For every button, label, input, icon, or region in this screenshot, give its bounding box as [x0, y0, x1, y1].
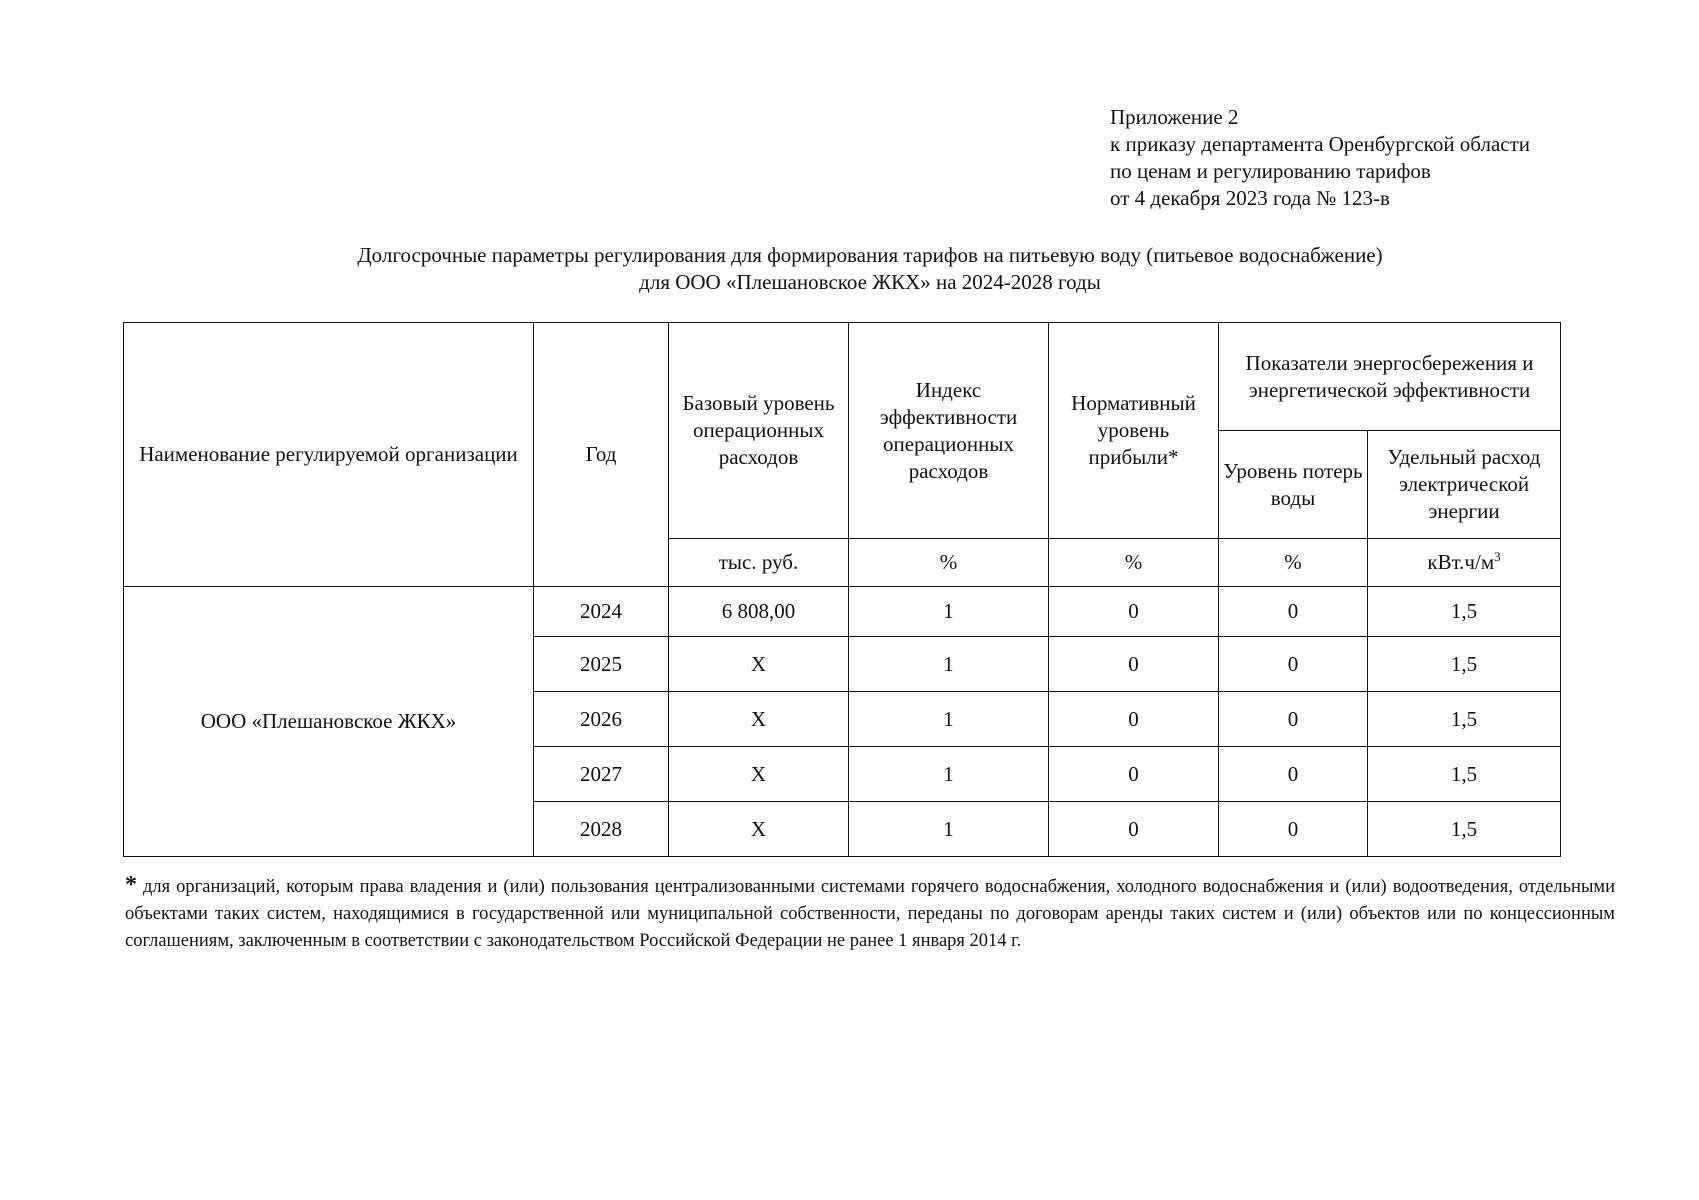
header-org: Наименование регулируемой организации	[124, 323, 534, 587]
appendix-block	[1110, 104, 1530, 212]
header-energy-group: Показатели энергосбережения и энергетической эффективности	[1219, 323, 1561, 431]
cell-year: 2026	[534, 692, 669, 747]
unit-electricity-base: кВт.ч/м	[1427, 550, 1495, 574]
cell-electricity: 1,5	[1368, 637, 1561, 692]
cell-electricity: 1,5	[1368, 747, 1561, 802]
header-efficiency-index: Индекс эффективности операционных расходов	[849, 323, 1049, 539]
cell-water-loss: 0	[1219, 692, 1368, 747]
cell-year: 2027	[534, 747, 669, 802]
cell-base-opex: Х	[669, 637, 849, 692]
unit-efficiency-index: %	[849, 539, 1049, 587]
cell-water-loss: 0	[1219, 587, 1368, 637]
cell-norm-profit: 0	[1049, 802, 1219, 857]
organization-name: ООО «Плешановское ЖКХ»	[124, 587, 534, 857]
title-line: Долгосрочные параметры регулирования для формирования тарифов на питьевую воду (питьевое водоснабжение)	[357, 243, 1383, 267]
cell-base-opex: Х	[669, 747, 849, 802]
header-year: Год	[534, 323, 669, 587]
cell-water-loss: 0	[1219, 802, 1368, 857]
cell-year: 2024	[534, 587, 669, 637]
cell-norm-profit: 0	[1049, 747, 1219, 802]
cell-efficiency-index: 1	[849, 802, 1049, 857]
unit-water-loss: %	[1219, 539, 1368, 587]
unit-base-opex: тыс. руб.	[669, 539, 849, 587]
cell-electricity: 1,5	[1368, 802, 1561, 857]
cell-norm-profit: 0	[1049, 637, 1219, 692]
header-electricity: Удельный расход электрической энергии	[1368, 431, 1561, 539]
cell-efficiency-index: 1	[849, 747, 1049, 802]
footnote-text: для организаций, которым права владения и (или) пользования централизованными системами горячего водоснабжения, холодного водоснабжения и (или) водоотведения, отдельными объектами таких систем, находящимися в государственной или муниципальной собственности, переданы по договорам аренды таких систем и (или) объектов или по концессионным соглашениям, заключенным в соответствии с законодательством Российской Федерации не ранее 1 января 2014 г.	[125, 877, 1615, 951]
cell-base-opex: Х	[669, 802, 849, 857]
cell-year: 2028	[534, 802, 669, 857]
cell-electricity: 1,5	[1368, 692, 1561, 747]
cell-year: 2025	[534, 637, 669, 692]
cell-electricity: 1,5	[1368, 587, 1561, 637]
title-line: для ООО «Плешановское ЖКХ» на 2024-2028 годы	[639, 270, 1101, 294]
cell-norm-profit: 0	[1049, 587, 1219, 637]
cell-water-loss: 0	[1219, 747, 1368, 802]
cell-base-opex: Х	[669, 692, 849, 747]
appendix-line: Приложение 2	[1110, 105, 1239, 129]
appendix-line: к приказу департамента Оренбургской области	[1110, 132, 1530, 156]
cell-base-opex: 6 808,00	[669, 587, 849, 637]
unit-norm-profit: %	[1049, 539, 1219, 587]
header-norm-profit: Нормативный уровень прибыли*	[1049, 323, 1219, 539]
document-title	[120, 242, 1620, 296]
footnote	[125, 872, 1615, 955]
cell-efficiency-index: 1	[849, 587, 1049, 637]
table-row	[124, 587, 1561, 637]
cell-efficiency-index: 1	[849, 692, 1049, 747]
parameters-table	[123, 322, 1561, 857]
cell-water-loss: 0	[1219, 637, 1368, 692]
appendix-line: от 4 декабря 2023 года № 123-в	[1110, 186, 1390, 210]
header-row	[124, 323, 1561, 431]
unit-electricity-sup: 3	[1494, 549, 1501, 564]
cell-norm-profit: 0	[1049, 692, 1219, 747]
footnote-marker: *	[125, 872, 137, 898]
header-base-opex: Базовый уровень операционных расходов	[669, 323, 849, 539]
header-water-loss: Уровень потерь воды	[1219, 431, 1368, 539]
cell-efficiency-index: 1	[849, 637, 1049, 692]
appendix-line: по ценам и регулированию тарифов	[1110, 159, 1431, 183]
unit-electricity	[1368, 539, 1561, 587]
